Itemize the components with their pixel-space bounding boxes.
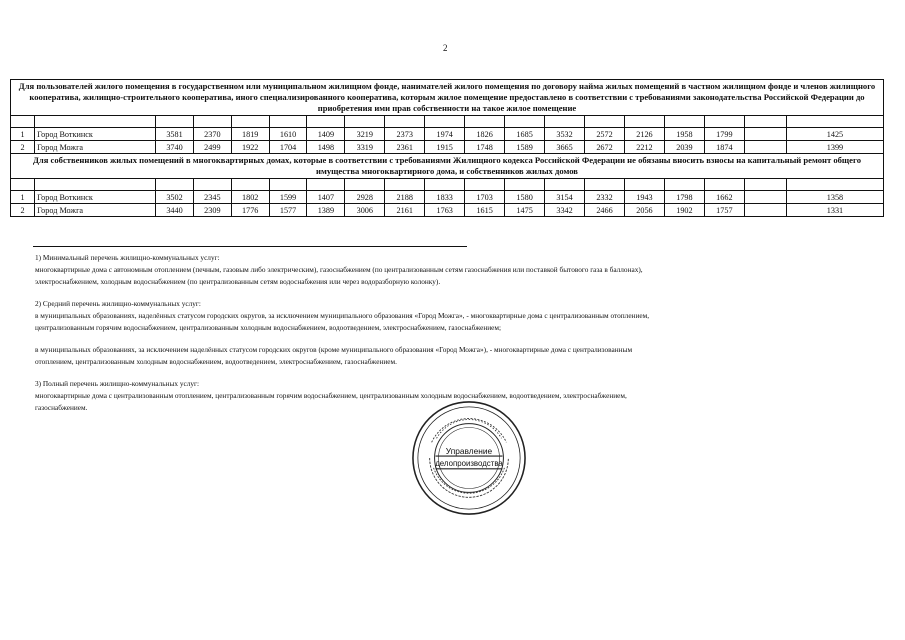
tariff-value: 1389 xyxy=(307,204,345,217)
table-cell-empty xyxy=(193,179,231,191)
tariff-value: 1798 xyxy=(664,191,704,204)
table-cell-empty xyxy=(545,116,585,128)
table-cell-empty xyxy=(465,179,505,191)
tariff-value: 2039 xyxy=(664,141,704,154)
tariff-value: 2499 xyxy=(193,141,231,154)
tariff-value: 2056 xyxy=(624,204,664,217)
note3-text-line2: газоснабжением. xyxy=(35,403,88,412)
table-cell-empty xyxy=(269,116,307,128)
table-row xyxy=(11,141,884,154)
table-cell-empty xyxy=(425,179,465,191)
tariff-value: 1874 xyxy=(704,141,744,154)
tariff-value: 1685 xyxy=(505,128,545,141)
tariff-value: 2188 xyxy=(385,191,425,204)
table-cell-empty xyxy=(307,179,345,191)
tariff-value: 3665 xyxy=(545,141,585,154)
table-cell-empty xyxy=(269,179,307,191)
note2-title: 2) Средний перечень жилищно-коммунальных услуг: xyxy=(35,299,201,308)
table-cell-empty xyxy=(307,116,345,128)
note3-title: 3) Полный перечень жилищно-коммунальных услуг: xyxy=(35,379,200,388)
table-cell-empty xyxy=(385,179,425,191)
tariff-value: 1399 xyxy=(786,141,883,154)
table-cell-empty xyxy=(35,116,156,128)
svg-text:Управление: Управление xyxy=(445,446,493,457)
row-number: 2 xyxy=(11,141,35,154)
footnotes xyxy=(35,252,880,414)
table-row xyxy=(11,128,884,141)
note2-text-line2: централизованным горячим водоснабжением, централизованным холодным водоснабжением, водоотведением, электроснабжением, газоснабжением; xyxy=(35,323,502,332)
tariff-value: 1819 xyxy=(231,128,269,141)
table-cell-empty xyxy=(744,116,786,128)
table-cell-empty xyxy=(664,179,704,191)
tariff-value: 1475 xyxy=(505,204,545,217)
table-row xyxy=(11,204,884,217)
table-cell-empty xyxy=(385,116,425,128)
note2-text-line1: в муниципальных образованиях, наделённых статусом городских округов, за исключением муниципального образования «Город Можга», - многоквартирные дома с централизованным отоплением, xyxy=(35,311,650,320)
table-spacer-row xyxy=(11,116,884,128)
tariff-value: 2466 xyxy=(585,204,625,217)
note2-text-line3: в муниципальных образованиях, за исключением наделённых статусом городских округов (кроме муниципального образования «Город Можга»), - многоквартирные дома с централизованным xyxy=(35,345,633,354)
tariff-value: 1958 xyxy=(664,128,704,141)
tariff-value: 2212 xyxy=(624,141,664,154)
tariff-value: 1580 xyxy=(505,191,545,204)
city-name: Город Можга xyxy=(35,204,156,217)
tariff-value xyxy=(744,128,786,141)
tariff-value: 2672 xyxy=(585,141,625,154)
table-cell-empty xyxy=(585,116,625,128)
table-cell-empty xyxy=(786,179,883,191)
official-seal-stamp xyxy=(410,399,528,517)
tariff-value xyxy=(744,141,786,154)
tariff-value: 2361 xyxy=(385,141,425,154)
tariff-value: 1833 xyxy=(425,191,465,204)
tariff-value: 1498 xyxy=(307,141,345,154)
tariff-value: 2309 xyxy=(193,204,231,217)
tariff-value: 1599 xyxy=(269,191,307,204)
table-cell-empty xyxy=(624,116,664,128)
page-number: 2 xyxy=(443,43,448,53)
note2-text-line4: отоплением, централизованным холодным водоснабжением, водоотведением, электроснабжением, газоснабжением. xyxy=(35,357,397,366)
table-cell-empty xyxy=(744,179,786,191)
tariff-value: 1615 xyxy=(465,204,505,217)
tariff-value: 3502 xyxy=(156,191,194,204)
table-cell-empty xyxy=(505,116,545,128)
tariff-value: 1577 xyxy=(269,204,307,217)
table-cell-empty xyxy=(545,179,585,191)
table-cell-empty xyxy=(465,116,505,128)
table-cell-empty xyxy=(585,179,625,191)
tariff-value: 1763 xyxy=(425,204,465,217)
table-row xyxy=(11,191,884,204)
table-cell-empty xyxy=(704,179,744,191)
tariff-value: 1902 xyxy=(664,204,704,217)
table-cell-empty xyxy=(345,179,385,191)
tariff-value: 1799 xyxy=(704,128,744,141)
tariff-value: 3219 xyxy=(345,128,385,141)
city-name: Город Воткинск xyxy=(35,191,156,204)
tariff-value: 1589 xyxy=(505,141,545,154)
tariff-value: 2572 xyxy=(585,128,625,141)
table-cell-empty xyxy=(704,116,744,128)
row-number: 1 xyxy=(11,128,35,141)
table-cell-empty xyxy=(156,116,194,128)
table-cell-empty xyxy=(193,116,231,128)
table-spacer-row xyxy=(11,179,884,191)
table-cell-empty xyxy=(345,116,385,128)
tariff-table xyxy=(10,79,884,217)
table-cell-empty xyxy=(664,116,704,128)
tariff-value: 3154 xyxy=(545,191,585,204)
tariff-value: 1331 xyxy=(786,204,883,217)
tariff-value: 1425 xyxy=(786,128,883,141)
tariff-value: 2126 xyxy=(624,128,664,141)
table-cell-empty xyxy=(11,116,35,128)
tariff-value: 3740 xyxy=(156,141,194,154)
table-cell-empty xyxy=(11,179,35,191)
tariff-value: 3319 xyxy=(345,141,385,154)
tariff-value: 2373 xyxy=(385,128,425,141)
tariff-value: 3342 xyxy=(545,204,585,217)
row-number: 2 xyxy=(11,204,35,217)
tariff-value: 1826 xyxy=(465,128,505,141)
tariff-value: 3006 xyxy=(345,204,385,217)
tariff-value: 2370 xyxy=(193,128,231,141)
table-cell-empty xyxy=(425,116,465,128)
tariff-value: 1748 xyxy=(465,141,505,154)
tariff-value xyxy=(744,204,786,217)
section2-title: Для собственников жилых помещений в многоквартирных домах, которые в соответствии с требованиями Жилищного кодекса Российской Федерации не обязаны вносить взносы на капитальный ремонт общего имущества многоквартирного дома, и собственников жилых домов xyxy=(11,154,884,179)
note1-text-line2: электроснабжением, холодным водоснабжением (по централизованным сетям водоснабжения или через водоразборную колонку). xyxy=(35,277,441,286)
tariff-value: 1974 xyxy=(425,128,465,141)
note1-title: 1) Минимальный перечень жилищно-коммунальных услуг: xyxy=(35,253,220,262)
tariff-value: 3440 xyxy=(156,204,194,217)
table-cell-empty xyxy=(35,179,156,191)
tariff-value: 3532 xyxy=(545,128,585,141)
tariff-value: 1757 xyxy=(704,204,744,217)
tariff-value: 1662 xyxy=(704,191,744,204)
table-cell-empty xyxy=(156,179,194,191)
city-name: Город Можга xyxy=(35,141,156,154)
tariff-value: 1703 xyxy=(465,191,505,204)
tariff-value: 1610 xyxy=(269,128,307,141)
tariff-value: 2161 xyxy=(385,204,425,217)
tariff-value: 1802 xyxy=(231,191,269,204)
tariff-value: 1915 xyxy=(425,141,465,154)
note3-text-line1: многоквартирные дома с централизованным отоплением, централизованным горячим водоснабжением, централизованным холодным водоснабжением, водоотведением, электроснабжением, xyxy=(35,391,627,400)
section1-title: Для пользователей жилого помещения в государственном или муниципальном жилищном фонде, нанимателей жилого помещения по договору найма жилых помещений в частном жилищном фонде и членов жилищного кооператива, жилищно-строительного кооператива, иного специализированного кооператива, которым жилое помещение предоставлено в соответствии с требованиями законодательства Российской Федерации до приобретения ими прав собственности на такое жилое помещение xyxy=(11,80,884,116)
footnote-rule xyxy=(33,246,467,247)
tariff-value: 2332 xyxy=(585,191,625,204)
tariff-value: 1943 xyxy=(624,191,664,204)
tariff-value: 1358 xyxy=(786,191,883,204)
tariff-value: 1704 xyxy=(269,141,307,154)
table-cell-empty xyxy=(231,116,269,128)
tariff-value: 1776 xyxy=(231,204,269,217)
table-cell-empty xyxy=(231,179,269,191)
table-cell-empty xyxy=(505,179,545,191)
tariff-value: 2928 xyxy=(345,191,385,204)
svg-text:делопроизводства: делопроизводства xyxy=(435,458,503,468)
table-cell-empty xyxy=(786,116,883,128)
tariff-value: 1922 xyxy=(231,141,269,154)
tariff-value: 1407 xyxy=(307,191,345,204)
tariff-value: 2345 xyxy=(193,191,231,204)
city-name: Город Воткинск xyxy=(35,128,156,141)
note1-text-line1: многоквартирные дома с автономным отоплением (печным, газовым либо электрическим), газоснабжением (по централизованным сетям газоснабжения или поставкой бытового газа в баллонах), xyxy=(35,265,643,274)
table-cell-empty xyxy=(624,179,664,191)
row-number: 1 xyxy=(11,191,35,204)
tariff-value: 3581 xyxy=(156,128,194,141)
tariff-value: 1409 xyxy=(307,128,345,141)
tariff-value xyxy=(744,191,786,204)
